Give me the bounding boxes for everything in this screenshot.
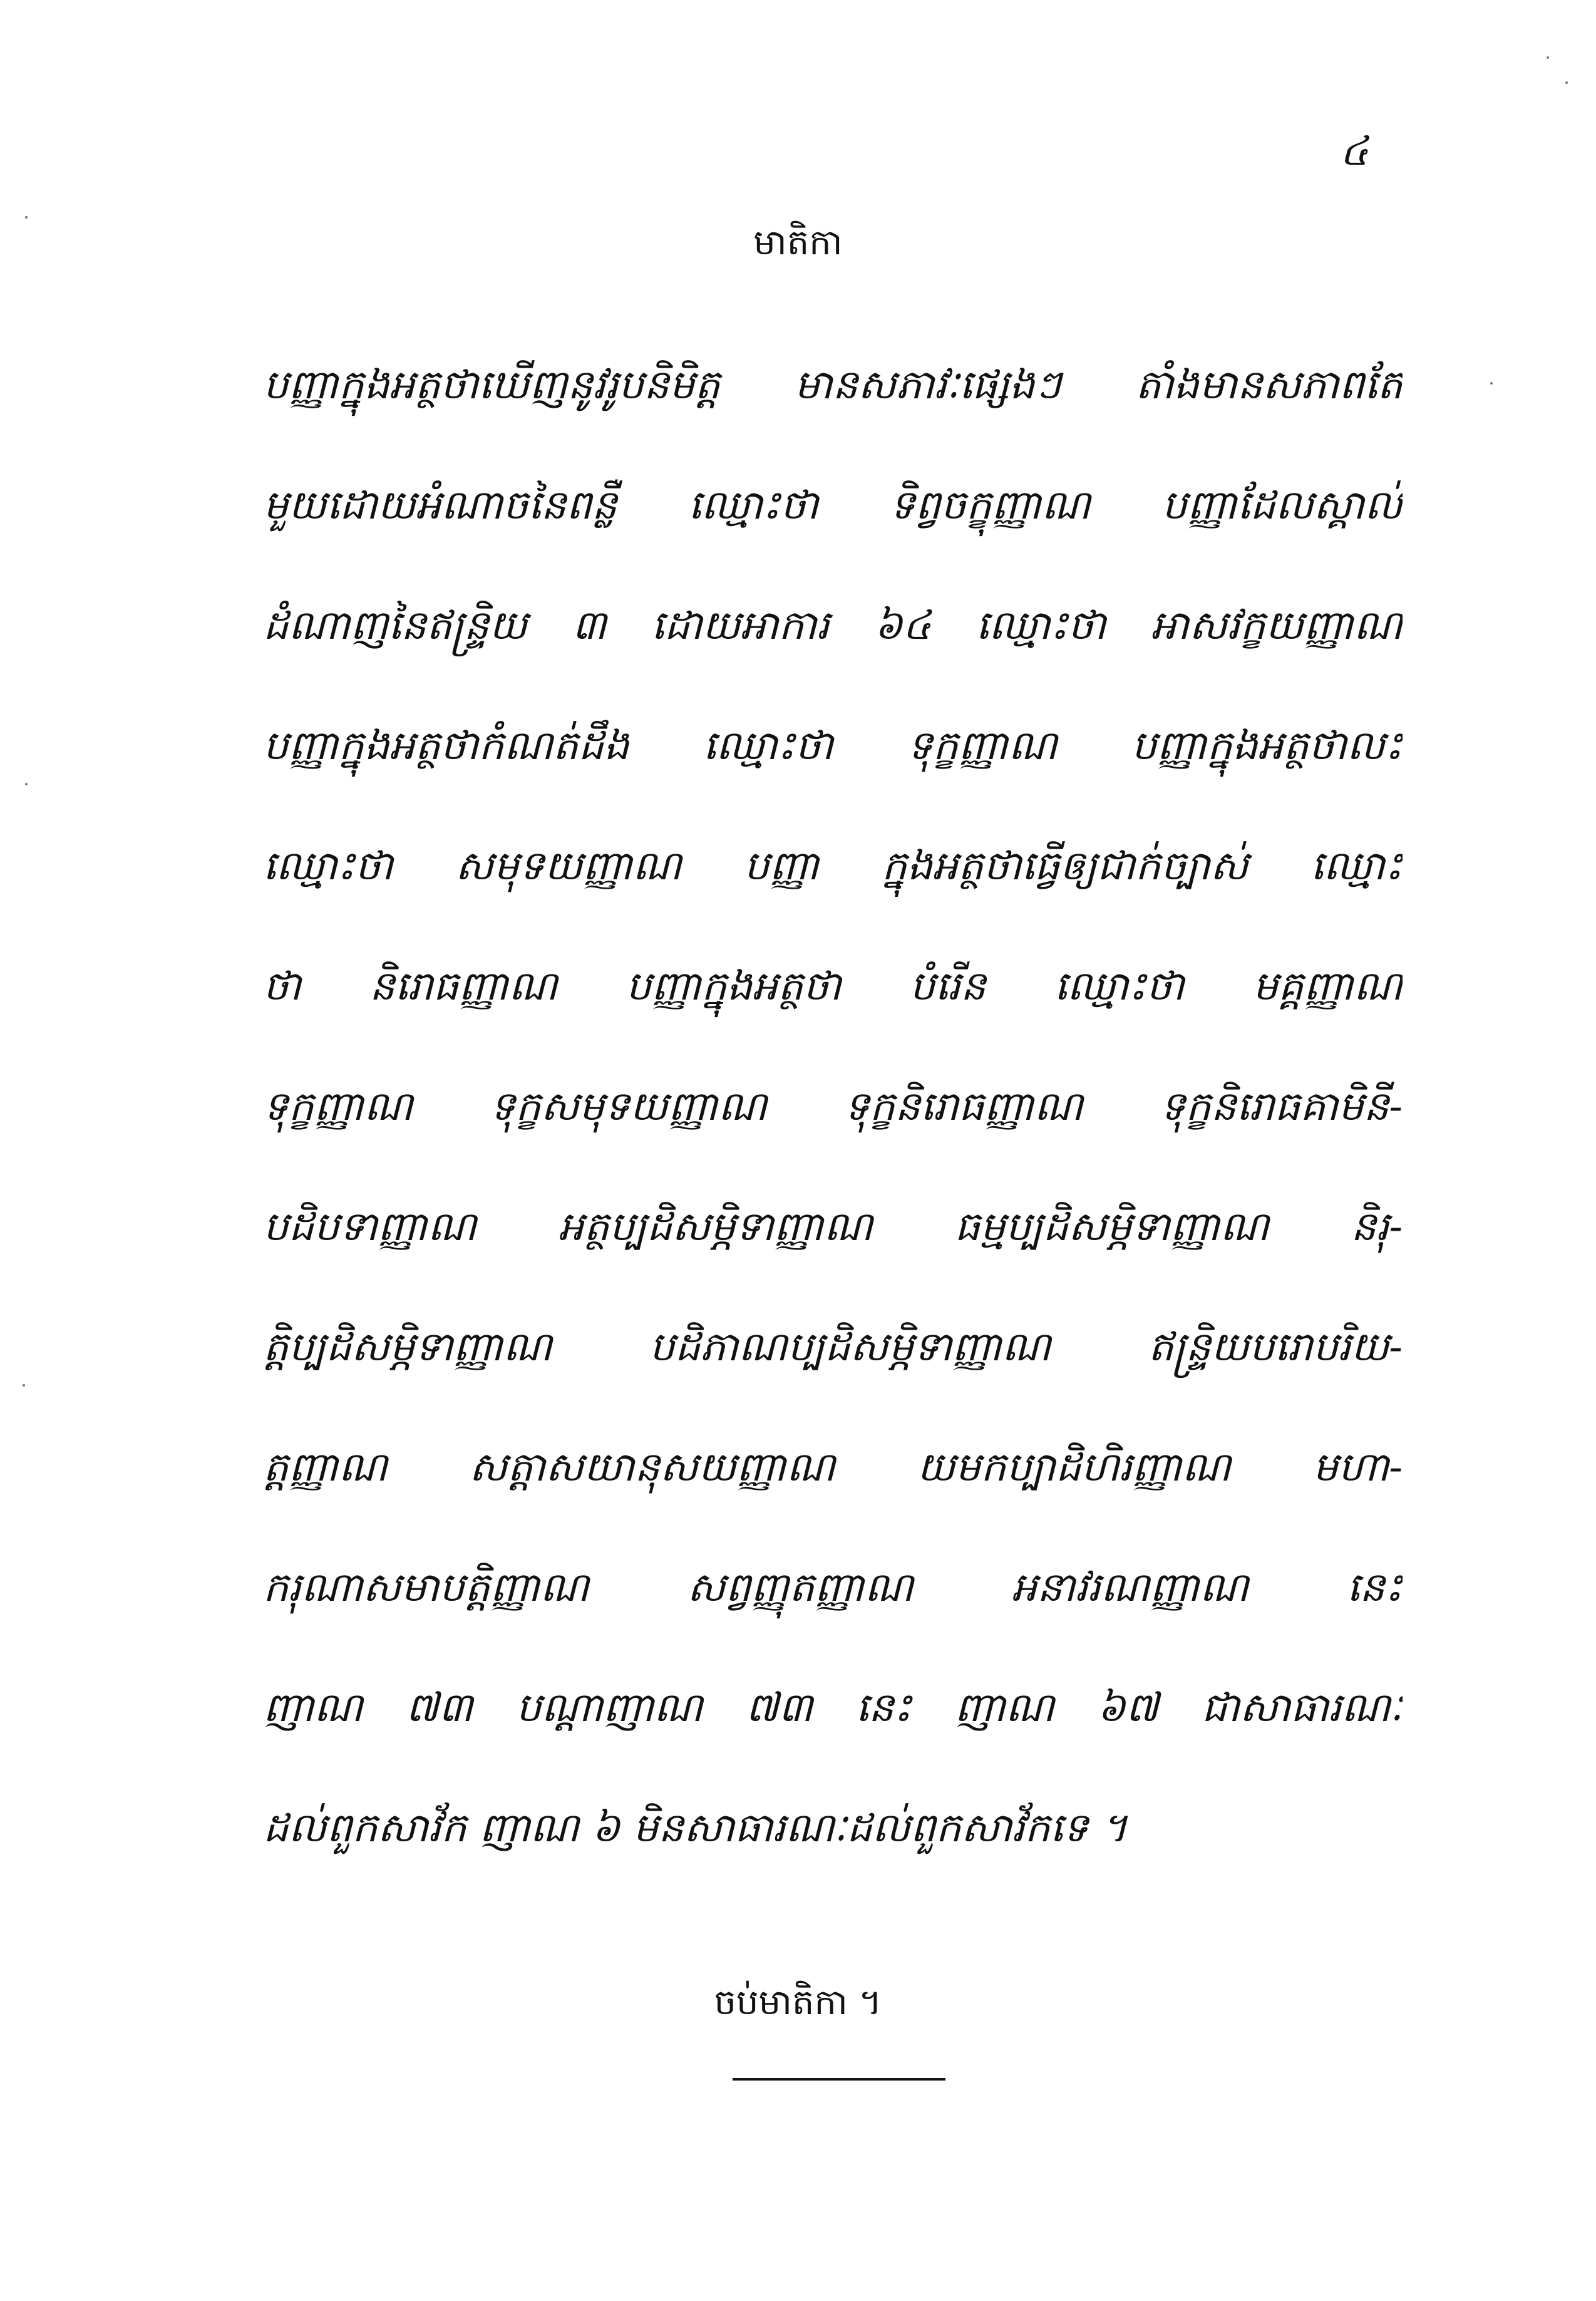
body-line: បញ្ញាក្នុងអត្ថថាឃើញនូវរូបនិមិត្ត មានសភាវៈផ្សេងៗ តាំងមានសភាពតែ xyxy=(263,362,1403,408)
body-line: ដល់ពួកសាវ័ក ញាណ ៦ មិនសាធារណៈដល់ពួកសាវ័កទេ ។ xyxy=(263,1805,1128,1851)
scan-speck xyxy=(23,1384,25,1387)
body-line: ករុណាសមាបត្តិញ្ញាណ សព្វញ្ញុតញ្ញាណ អនាវរណញ្ញាណ នេះ xyxy=(263,1564,1403,1611)
end-divider-line xyxy=(733,2078,945,2081)
scan-speck xyxy=(1490,382,1493,385)
body-text xyxy=(263,338,1403,1901)
scan-speck xyxy=(25,783,28,785)
scan-speck xyxy=(1547,56,1549,59)
body-line: ឈ្មោះថា សមុទយញ្ញាណ បញ្ញា ក្នុងអត្ថថាធ្វើឲ្យជាក់ច្បាស់ ឈ្មោះ xyxy=(263,843,1403,889)
body-line: មួយដោយអំណាចនៃពន្លឺ ឈ្មោះថា ទិព្វចក្ខុញ្ញាណ បញ្ញាដែលស្គាល់ xyxy=(263,482,1403,529)
body-line: ត្តិប្បដិសម្ភិទាញ្ញាណ បដិភាណប្បដិសម្ភិទាញ្ញាណ ឥន្ទ្រិយបរោបរិយ- xyxy=(263,1324,1403,1370)
body-line: ទុក្ខញ្ញាណ ទុក្ខសមុទយញ្ញាណ ទុក្ខនិរោធញ្ញាណ ទុក្ខនិរោធគាមិនី- xyxy=(263,1083,1403,1130)
body-line: បដិបទាញ្ញាណ អត្ថប្បដិសម្ភិទាញ្ញាណ ធម្មប្បដិសម្ភិទាញ្ញាណ និរុ- xyxy=(263,1204,1403,1250)
body-line: ដំណាញនៃឥន្ទ្រិយ ៣ ដោយអាការ ៦៤ ឈ្មោះថា អាសវក្ខយញ្ញាណ xyxy=(263,602,1403,649)
end-of-contents-marker: ចប់មាតិកា ។ xyxy=(714,1982,882,2023)
page-number: ៤ xyxy=(1340,128,1369,175)
scan-speck xyxy=(25,216,28,219)
page-title: មាតិកា xyxy=(753,222,843,263)
scan-speck xyxy=(1565,81,1568,84)
body-line: ថា និរោធញ្ញាណ បញ្ញាក្នុងអត្ថថា បំរើន ឈ្មោះថា មគ្គញ្ញាណ xyxy=(263,963,1403,1010)
body-line: បញ្ញាក្នុងអត្ថថាកំណត់ដឹង ឈ្មោះថា ទុក្ខញ្ញាណ បញ្ញាក្នុងអត្ថថាលះ xyxy=(263,723,1403,769)
body-line: ញាណ ៧៣ បណ្ដាញាណ ៧៣ នេះ ញាណ ៦៧ ជាសាធារណៈ xyxy=(263,1685,1403,1731)
body-line: ត្តញ្ញាណ សត្តាសយានុសយញ្ញាណ យមកប្បាដិហិរញ្ញាណ មហា- xyxy=(263,1444,1403,1491)
